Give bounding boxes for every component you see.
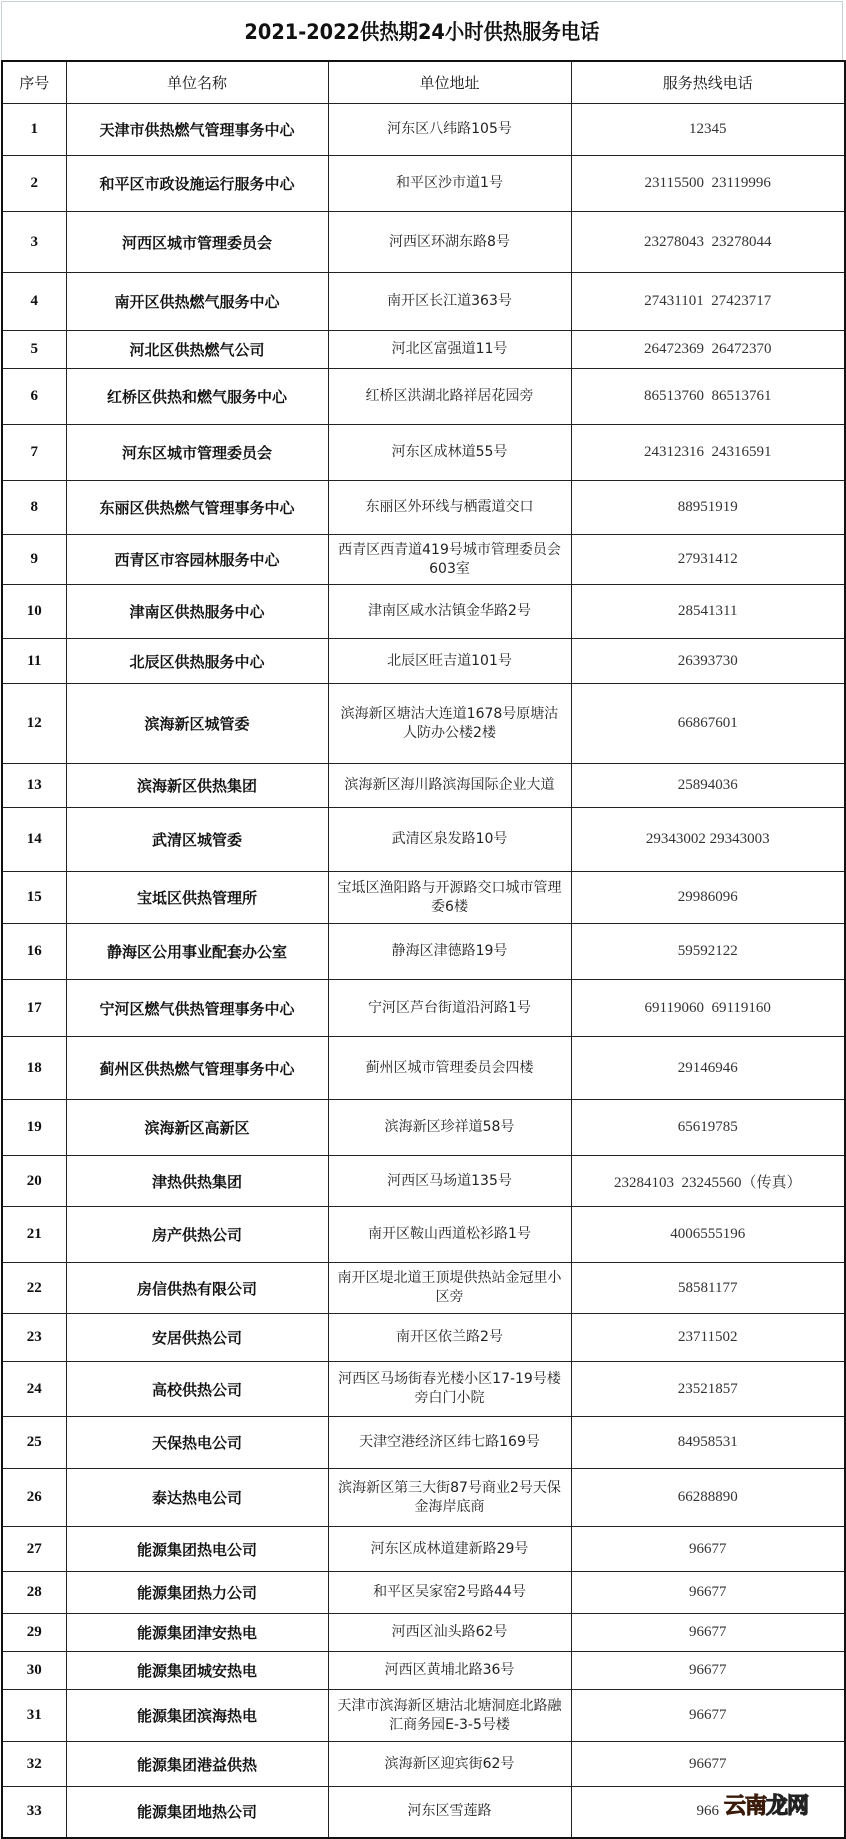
watermark-part-1: 云南: [724, 1794, 767, 1819]
row-number: 24: [2, 1362, 66, 1417]
unit-name: 北辰区供热服务中心: [66, 639, 328, 684]
unit-name: 西青区市容园林服务中心: [66, 535, 328, 585]
row-number: 10: [2, 585, 66, 639]
unit-name: 天津市供热燃气管理事务中心: [66, 104, 328, 156]
hotline-phone: 96677: [571, 1527, 845, 1572]
table-row: [2, 1742, 845, 1787]
hotline-phone: 26393730: [571, 639, 845, 684]
hotline-phone: 23278043 23278044: [571, 212, 845, 273]
table-row: [2, 684, 845, 764]
unit-name: 河北区供热燃气公司: [66, 331, 328, 369]
row-number: 16: [2, 924, 66, 980]
table-row: [2, 808, 845, 872]
unit-name: 津南区供热服务中心: [66, 585, 328, 639]
hotline-phone: 65619785: [571, 1100, 845, 1156]
row-number: 6: [2, 369, 66, 425]
row-number: 26: [2, 1469, 66, 1527]
header-address: 单位地址: [328, 61, 571, 104]
hotline-phone: 25894036: [571, 764, 845, 808]
table-row: [2, 369, 845, 425]
row-number: 27: [2, 1527, 66, 1572]
table-row: [2, 273, 845, 331]
row-number: 30: [2, 1652, 66, 1690]
unit-address: 西青区西青道419号城市管理委员会603室: [328, 535, 571, 585]
unit-name: 泰达热电公司: [66, 1469, 328, 1527]
unit-name: 河东区城市管理委员会: [66, 425, 328, 481]
table-row: [2, 1207, 845, 1263]
hotline-phone: 88951919: [571, 481, 845, 535]
unit-name: 能源集团滨海热电: [66, 1690, 328, 1742]
unit-address: 河北区富强道11号: [328, 331, 571, 369]
unit-address: 静海区津德路19号: [328, 924, 571, 980]
unit-address: 滨海新区塘沽大连道1678号原塘沽人防办公楼2楼: [328, 684, 571, 764]
hotline-table: [1, 60, 846, 1839]
table-row: [2, 639, 845, 684]
row-number: 29: [2, 1614, 66, 1652]
row-number: 31: [2, 1690, 66, 1742]
table-body: [2, 104, 845, 1838]
hotline-phone: 29146946: [571, 1037, 845, 1100]
unit-address: 南开区长江道363号: [328, 273, 571, 331]
row-number: 15: [2, 872, 66, 924]
hotline-phone: 23521857: [571, 1362, 845, 1417]
row-number: 4: [2, 273, 66, 331]
table-row: [2, 1469, 845, 1527]
hotline-phone: 96677: [571, 1614, 845, 1652]
row-number: 14: [2, 808, 66, 872]
row-number: 12: [2, 684, 66, 764]
row-number: 25: [2, 1417, 66, 1469]
unit-name: 滨海新区高新区: [66, 1100, 328, 1156]
unit-name: 能源集团港益供热: [66, 1742, 328, 1787]
unit-address: 滨海新区珍祥道58号: [328, 1100, 571, 1156]
unit-name: 滨海新区城管委: [66, 684, 328, 764]
table-row: [2, 924, 845, 980]
hotline-phone: 27931412: [571, 535, 845, 585]
table-row: [2, 212, 845, 273]
table-row: [2, 104, 845, 156]
table-row: [2, 1037, 845, 1100]
unit-name: 宁河区燃气供热管理事务中心: [66, 980, 328, 1037]
unit-name: 武清区城管委: [66, 808, 328, 872]
unit-address: 河东区成林道55号: [328, 425, 571, 481]
unit-name: 能源集团热力公司: [66, 1572, 328, 1614]
title-box: [1, 1, 843, 60]
site-watermark: [724, 1792, 808, 1822]
unit-name: 天保热电公司: [66, 1417, 328, 1469]
hotline-phone: 29986096: [571, 872, 845, 924]
unit-address: 南开区堤北道王顶堤供热站金冠里小区旁: [328, 1263, 571, 1314]
table-row: [2, 1572, 845, 1614]
unit-address: 南开区鞍山西道松衫路1号: [328, 1207, 571, 1263]
table-row: [2, 1314, 845, 1362]
hotline-phone: 69119060 69119160: [571, 980, 845, 1037]
unit-address: 河东区成林道建新路29号: [328, 1527, 571, 1572]
hotline-phone: 96677: [571, 1690, 845, 1742]
table-row: [2, 481, 845, 535]
unit-name: 安居供热公司: [66, 1314, 328, 1362]
hotline-phone: 58581177: [571, 1263, 845, 1314]
unit-address: 津南区咸水沽镇金华路2号: [328, 585, 571, 639]
hotline-phone: 66288890: [571, 1469, 845, 1527]
unit-name: 滨海新区供热集团: [66, 764, 328, 808]
row-number: 33: [2, 1787, 66, 1838]
unit-address: 滨海新区迎宾街62号: [328, 1742, 571, 1787]
unit-name: 东丽区供热燃气管理事务中心: [66, 481, 328, 535]
hotline-phone: 23115500 23119996: [571, 156, 845, 212]
unit-address: 武清区泉发路10号: [328, 808, 571, 872]
hotline-phone: 96677: [571, 1742, 845, 1787]
row-number: 20: [2, 1156, 66, 1207]
unit-name: 能源集团津安热电: [66, 1614, 328, 1652]
table-row: [2, 331, 845, 369]
row-number: 7: [2, 425, 66, 481]
hotline-phone: 966: [571, 1787, 845, 1838]
hotline-phone: 23284103 23245560（传真）: [571, 1156, 845, 1207]
row-number: 3: [2, 212, 66, 273]
unit-address: 南开区依兰路2号: [328, 1314, 571, 1362]
row-number: 21: [2, 1207, 66, 1263]
unit-name: 津热供热集团: [66, 1156, 328, 1207]
unit-address: 河西区汕头路62号: [328, 1614, 571, 1652]
row-number: 28: [2, 1572, 66, 1614]
row-number: 2: [2, 156, 66, 212]
hotline-phone: 96677: [571, 1652, 845, 1690]
unit-name: 高校供热公司: [66, 1362, 328, 1417]
row-number: 13: [2, 764, 66, 808]
row-number: 11: [2, 639, 66, 684]
table-row: [2, 872, 845, 924]
unit-name: 宝坻区供热管理所: [66, 872, 328, 924]
unit-address: 北辰区旺吉道101号: [328, 639, 571, 684]
unit-address: 宁河区芦台街道沿河路1号: [328, 980, 571, 1037]
hotline-phone: 26472369 26472370: [571, 331, 845, 369]
row-number: 23: [2, 1314, 66, 1362]
row-number: 1: [2, 104, 66, 156]
table-row: [2, 1100, 845, 1156]
unit-address: 河东区八纬路105号: [328, 104, 571, 156]
page-title: 2021-2022供热期24小时供热服务电话: [244, 20, 600, 44]
table-header-row: [2, 61, 845, 104]
unit-address: 河西区马场道135号: [328, 1156, 571, 1207]
unit-address: 和平区沙市道1号: [328, 156, 571, 212]
unit-address: 宝坻区渔阳路与开源路交口城市管理委6楼: [328, 872, 571, 924]
hotline-phone: 23711502: [571, 1314, 845, 1362]
unit-name: 和平区市政设施运行服务中心: [66, 156, 328, 212]
row-number: 8: [2, 481, 66, 535]
unit-address: 蓟州区城市管理委员会四楼: [328, 1037, 571, 1100]
table-row: [2, 1362, 845, 1417]
unit-name: 红桥区供热和燃气服务中心: [66, 369, 328, 425]
hotline-phone: 84958531: [571, 1417, 845, 1469]
hotline-phone: 12345: [571, 104, 845, 156]
header-phone: 服务热线电话: [571, 61, 845, 104]
header-no: 序号: [2, 61, 66, 104]
table-row: [2, 1652, 845, 1690]
table-row: [2, 1614, 845, 1652]
row-number: 17: [2, 980, 66, 1037]
hotline-phone: 59592122: [571, 924, 845, 980]
hotline-phone: 96677: [571, 1572, 845, 1614]
table-row: [2, 585, 845, 639]
unit-address: 河西区环湖东路8号: [328, 212, 571, 273]
unit-name: 能源集团热电公司: [66, 1527, 328, 1572]
unit-address: 滨海新区海川路滨海国际企业大道: [328, 764, 571, 808]
hotline-phone: 66867601: [571, 684, 845, 764]
table-row: [2, 1527, 845, 1572]
unit-address: 河西区马场街春光楼小区17-19号楼旁白门小院: [328, 1362, 571, 1417]
hotline-phone: 86513760 86513761: [571, 369, 845, 425]
table-row: [2, 1690, 845, 1742]
hotline-phone: 29343002 29343003: [571, 808, 845, 872]
hotline-phone: 24312316 24316591: [571, 425, 845, 481]
unit-name: 静海区公用事业配套办公室: [66, 924, 328, 980]
unit-name: 河西区城市管理委员会: [66, 212, 328, 273]
header-name: 单位名称: [66, 61, 328, 104]
unit-name: 蓟州区供热燃气管理事务中心: [66, 1037, 328, 1100]
hotline-phone: 27431101 27423717: [571, 273, 845, 331]
row-number: 5: [2, 331, 66, 369]
unit-address: 和平区吴家窑2号路44号: [328, 1572, 571, 1614]
unit-name: 房产供热公司: [66, 1207, 328, 1263]
table-row: [2, 156, 845, 212]
row-number: 22: [2, 1263, 66, 1314]
table-row: [2, 425, 845, 481]
unit-name: 房信供热有限公司: [66, 1263, 328, 1314]
unit-address: 滨海新区第三大街87号商业2号天保金海岸底商: [328, 1469, 571, 1527]
row-number: 32: [2, 1742, 66, 1787]
row-number: 18: [2, 1037, 66, 1100]
unit-name: 能源集团城安热电: [66, 1652, 328, 1690]
hotline-phone: 28541311: [571, 585, 845, 639]
table-row: [2, 535, 845, 585]
unit-name: 能源集团地热公司: [66, 1787, 328, 1838]
table-row: [2, 980, 845, 1037]
unit-address: 东丽区外环线与栖霞道交口: [328, 481, 571, 535]
unit-address: 红桥区洪湖北路祥居花园旁: [328, 369, 571, 425]
row-number: 19: [2, 1100, 66, 1156]
table-row: [2, 1263, 845, 1314]
unit-name: 南开区供热燃气服务中心: [66, 273, 328, 331]
unit-address: 天津空港经济区纬七路169号: [328, 1417, 571, 1469]
table-row: [2, 1417, 845, 1469]
table-row: [2, 1156, 845, 1207]
unit-address: 河东区雪莲路: [328, 1787, 571, 1838]
hotline-phone: 4006555196: [571, 1207, 845, 1263]
table-row: [2, 1787, 845, 1838]
unit-address: 河西区黄埔北路36号: [328, 1652, 571, 1690]
table-row: [2, 764, 845, 808]
unit-address: 天津市滨海新区塘沽北塘洞庭北路融汇商务园E-3-5号楼: [328, 1690, 571, 1742]
watermark-part-2: 龙网: [766, 1794, 809, 1819]
row-number: 9: [2, 535, 66, 585]
